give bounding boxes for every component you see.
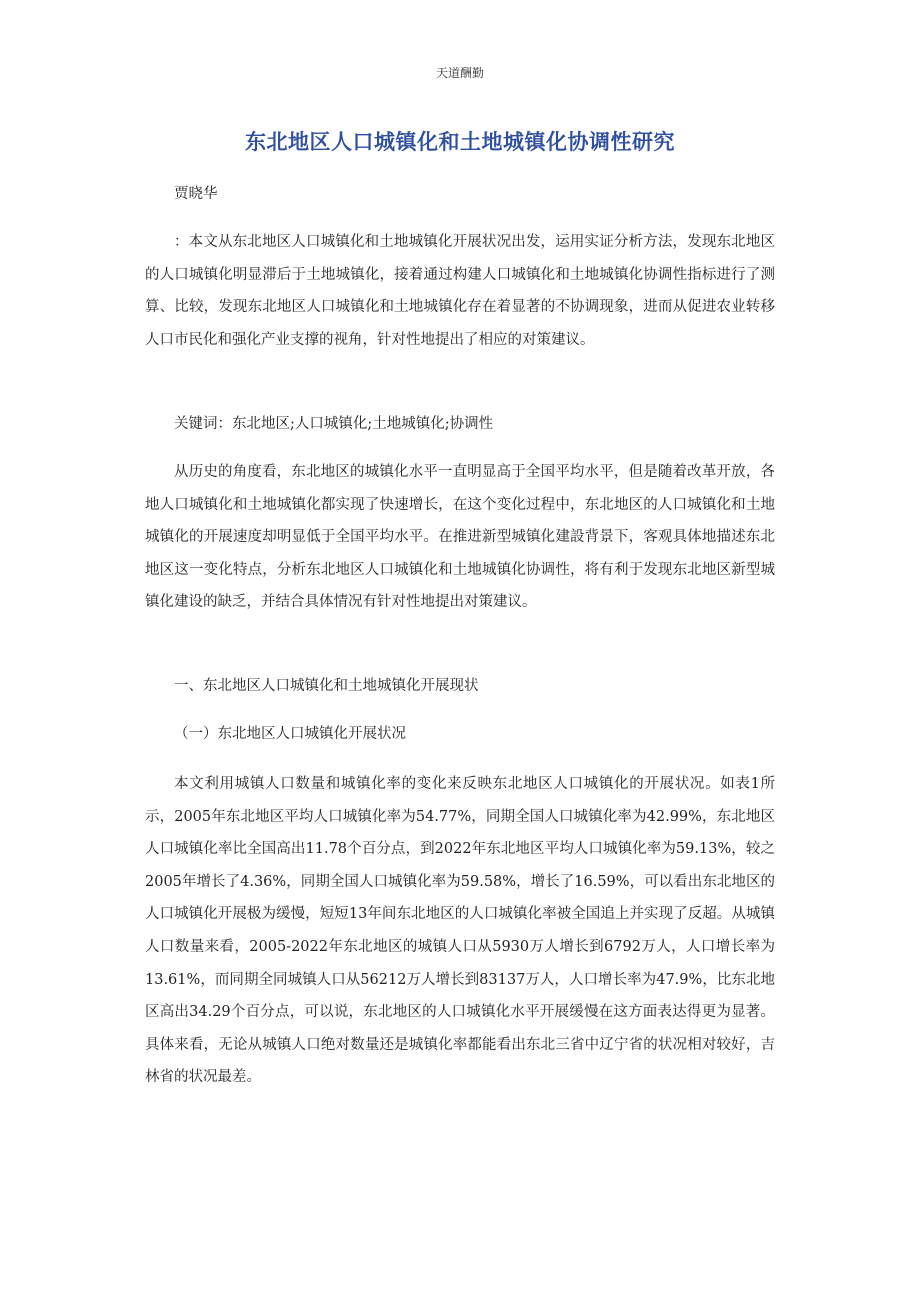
intro-paragraph bbox=[145, 456, 775, 619]
abstract-text: ：本文从东北地区人口城镇化和土地城镇化开展状况出发，运用实证分析方法，发现东北地区的人口城镇化明显滞后于土地城镇化，接着通过构建人口城镇化和土地城镇化协调性指标进行了测算、比较，发现东北地区人口城镇化和土地城镇化存在着显著的不协调现象，进而从促进农业转移人口市民化和强化产业支撑的视角，针对性地提出了相应的对策建议。 bbox=[145, 234, 775, 348]
keywords-text: 关键词：东北地区;人口城镇化;土地城镇化;协调性 bbox=[174, 416, 494, 432]
intro-text: 从历史的角度看，东北地区的城镇化水平一直明显高于全国平均水平，但是随着改革开放，各地人口城镇化和土地城镇化都实现了快速增长，在这个变化过程中，东北地区的人口城镇化和土地城镇化的开展速度却明显低于全国平均水平。在推进新型城镇化建設背景下，客观具体地描述东北地区这一变化特点，分析东北地区人口城镇化和土地城镇化协调性，将有利于发现东北地区新型城镇化建设的缺乏，并结合具体情况有针对性地提出对策建议。 bbox=[145, 464, 775, 611]
article-title: 东北地区人口城镇化和土地城镇化协调性研究 bbox=[245, 130, 675, 154]
header-watermark: 天道酬勤 bbox=[435, 66, 484, 80]
author-line: 贾晓华 bbox=[174, 186, 218, 202]
section-1-1-paragraph bbox=[145, 768, 775, 1094]
section-1-1-text: 本文利用城镇人口数量和城镇化率的变化来反映东北地区人口城镇化的开展状况。如表1所示，2005年东北地区平均人口城镇化率为54.77%，同期全国人口城镇化率为42.99%，东北地区人口城镇化率比全国高出11.78个百分点，到2022年东北地区平均人口城镇化率为59.13%，较之2005年增长了4.36%，同期全国人口城镇化率为59.58%，增长了16.59%，可以看出东北地区的人口城镇化开展极为缓慢，短短13年间东北地区的人口城镇化率被全国追上并实现了反超。从城镇人口数量来看，2005-2022年东北地区的城镇人口从5930万人增长到6792万人，人口增长率为13.61%，而同期全同城镇人口从56212万人增长到83137万人，人口增长率为47.9%，比东北地区高出34.29个百分点，可以说，东北地区的人口城镇化水平开展缓慢在这方面表达得更为显著。具体来看，无论从城镇人口绝对数量还是城镇化率都能看出东北三省中辽宁省的状况相对较好，吉林省的状况最差。 bbox=[145, 776, 775, 1086]
keywords-paragraph bbox=[145, 408, 775, 441]
author-name bbox=[145, 178, 775, 211]
abstract-paragraph bbox=[145, 226, 775, 356]
section-1-1-heading: （一）东北地区人口城镇化开展状况 bbox=[174, 726, 406, 742]
section-heading bbox=[145, 670, 775, 703]
subsection-heading bbox=[145, 718, 775, 751]
section-1-heading: 一、东北地区人口城镇化和土地城镇化开展现状 bbox=[174, 678, 479, 694]
